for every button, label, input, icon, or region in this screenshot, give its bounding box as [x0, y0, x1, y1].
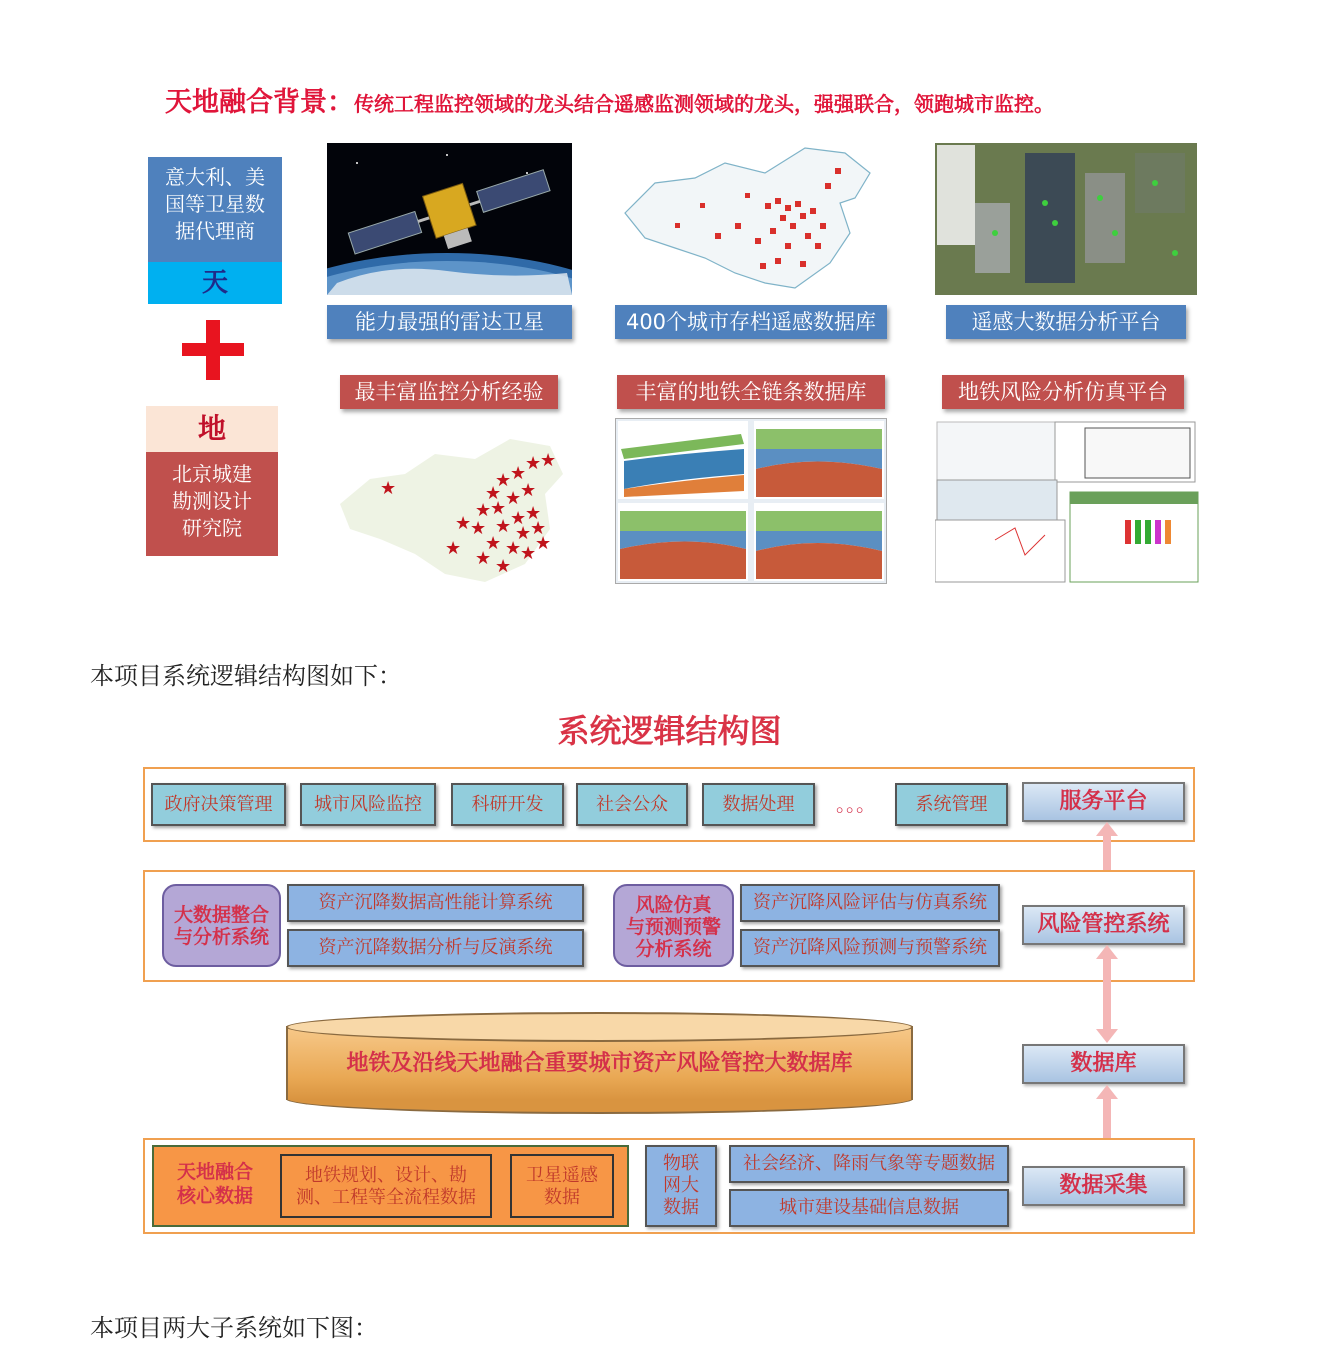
metro-data-line: 地铁规划、设计、勘 — [305, 1165, 467, 1186]
svg-text:★: ★ — [490, 498, 507, 519]
svg-text:★: ★ — [445, 538, 462, 559]
layer-service-platform: 服务平台 — [1022, 782, 1185, 822]
caption-metro-chain-database: 丰富的地铁全链条数据库 — [617, 375, 885, 409]
city-infrastructure-data: 城市建设基础信息数据 — [729, 1189, 1009, 1227]
remote-sensing-platform-image — [935, 143, 1197, 295]
service-item: 数据处理 — [702, 783, 815, 826]
svg-text:★: ★ — [495, 470, 512, 491]
caption-metro-risk-platform: 地铁风险分析仿真平台 — [942, 375, 1184, 409]
core-data-line: 核心数据 — [176, 1185, 253, 1207]
satellite-data-line: 卫星遥感 — [526, 1165, 598, 1186]
tian-desc-line: 意大利、美 — [165, 165, 265, 189]
paragraph-structure-intro: 本项目系统逻辑结构图如下： — [90, 662, 402, 690]
risk-assessment-system: 资产沉降风险评估与仿真系统 — [740, 884, 1000, 922]
plus-icon-vertical — [206, 320, 220, 380]
big-data-line: 与分析系统 — [173, 926, 269, 948]
service-item: 科研开发 — [451, 783, 564, 826]
geology-model-image — [615, 418, 887, 584]
svg-text:★: ★ — [475, 500, 492, 521]
paragraph-subsystems-intro: 本项目两大子系统如下图： — [90, 1314, 378, 1342]
background-subtitle: 传统工程监控领域的龙头结合遥感监测领域的龙头，强强联合，领跑城市监控。 — [354, 92, 1054, 116]
service-item: 政府决策管理 — [151, 783, 286, 826]
tian-desc-line: 据代理商 — [175, 219, 255, 243]
metro-full-process-data — [280, 1154, 492, 1218]
double-arrow-icon — [1094, 945, 1120, 1043]
tian-description — [148, 157, 282, 262]
svg-text:★: ★ — [510, 508, 527, 529]
svg-text:★: ★ — [495, 556, 512, 577]
caption-radar-satellite: 能力最强的雷达卫星 — [327, 305, 572, 339]
satellite-data-line: 数据 — [544, 1187, 580, 1208]
di-label: 地 — [146, 406, 278, 452]
di-description — [146, 452, 278, 556]
risk-warning-system: 资产沉降风险预测与预警系统 — [740, 929, 1000, 967]
svg-text:★: ★ — [495, 516, 512, 537]
risk-sim-line: 与预测预警 — [625, 916, 721, 938]
risk-platform-screenshots-image — [935, 420, 1200, 584]
risk-simulation-system — [613, 884, 734, 967]
hpc-system: 资产沉降数据高性能计算系统 — [287, 884, 584, 922]
di-desc-line: 勘测设计 — [172, 489, 252, 513]
tian-desc-line: 国等卫星数 — [165, 192, 265, 216]
inversion-system: 资产沉降数据分析与反演系统 — [287, 929, 584, 967]
svg-text:★: ★ — [530, 518, 547, 539]
svg-text:★: ★ — [520, 480, 537, 501]
iot-line: 物联 — [663, 1153, 699, 1174]
service-item: 城市风险监控 — [300, 783, 436, 826]
svg-text:★: ★ — [505, 488, 522, 509]
caption-monitoring-experience: 最丰富监控分析经验 — [340, 375, 558, 409]
background-heading — [165, 80, 1285, 116]
svg-text:★: ★ — [510, 463, 527, 484]
database-cylinder-top — [286, 1012, 913, 1042]
metro-data-line: 测、工程等全流程数据 — [296, 1187, 476, 1208]
satellite-remote-sensing-data — [510, 1154, 614, 1218]
iot-line: 网大 — [663, 1175, 699, 1196]
iot-line: 数据 — [663, 1197, 699, 1218]
tian-label: 天 — [148, 262, 282, 304]
svg-text:★: ★ — [475, 548, 492, 569]
svg-text:★: ★ — [520, 543, 537, 564]
iot-big-data — [645, 1145, 717, 1227]
satellite-image — [327, 143, 572, 295]
layer-data-collection: 数据采集 — [1022, 1166, 1185, 1206]
experience-star-map-image — [335, 434, 565, 584]
china-city-map-image — [615, 143, 887, 295]
core-data-line: 天地融合 — [176, 1161, 253, 1183]
svg-text:★: ★ — [485, 533, 502, 554]
thematic-data: 社会经济、降雨气象等专题数据 — [729, 1145, 1009, 1183]
svg-text:★: ★ — [515, 523, 532, 544]
svg-text:★: ★ — [380, 478, 397, 499]
database-label: 地铁及沿线天地融合重要城市资产风险管控大数据库 — [346, 1051, 853, 1076]
svg-text:★: ★ — [535, 533, 552, 554]
svg-text:★: ★ — [505, 538, 522, 559]
svg-text:★: ★ — [470, 518, 487, 539]
service-ellipsis: 。。。 — [836, 792, 876, 816]
diagram-title: 系统逻辑结构图 — [557, 712, 782, 750]
risk-sim-line: 分析系统 — [635, 938, 712, 960]
caption-city-archive-database: 400个城市存档遥感数据库 — [615, 305, 887, 339]
core-data-title — [156, 1160, 274, 1208]
svg-text:★: ★ — [525, 453, 542, 474]
di-desc-line: 研究院 — [182, 516, 242, 540]
background-title: 天地融合背景： — [165, 87, 354, 118]
svg-text:★: ★ — [455, 513, 472, 534]
svg-text:★: ★ — [485, 483, 502, 504]
svg-text:★: ★ — [525, 503, 542, 524]
caption-big-data-platform: 遥感大数据分析平台 — [946, 305, 1186, 339]
layer-database: 数据库 — [1022, 1044, 1185, 1084]
big-data-line: 大数据整合 — [173, 904, 269, 926]
di-desc-line: 北京城建 — [172, 462, 252, 486]
service-item: 社会公众 — [576, 783, 688, 826]
service-item: 系统管理 — [895, 783, 1008, 826]
risk-sim-line: 风险仿真 — [635, 894, 712, 916]
svg-text:★: ★ — [540, 450, 557, 471]
big-data-analysis-system — [162, 884, 281, 967]
layer-risk-control: 风险管控系统 — [1022, 905, 1185, 945]
